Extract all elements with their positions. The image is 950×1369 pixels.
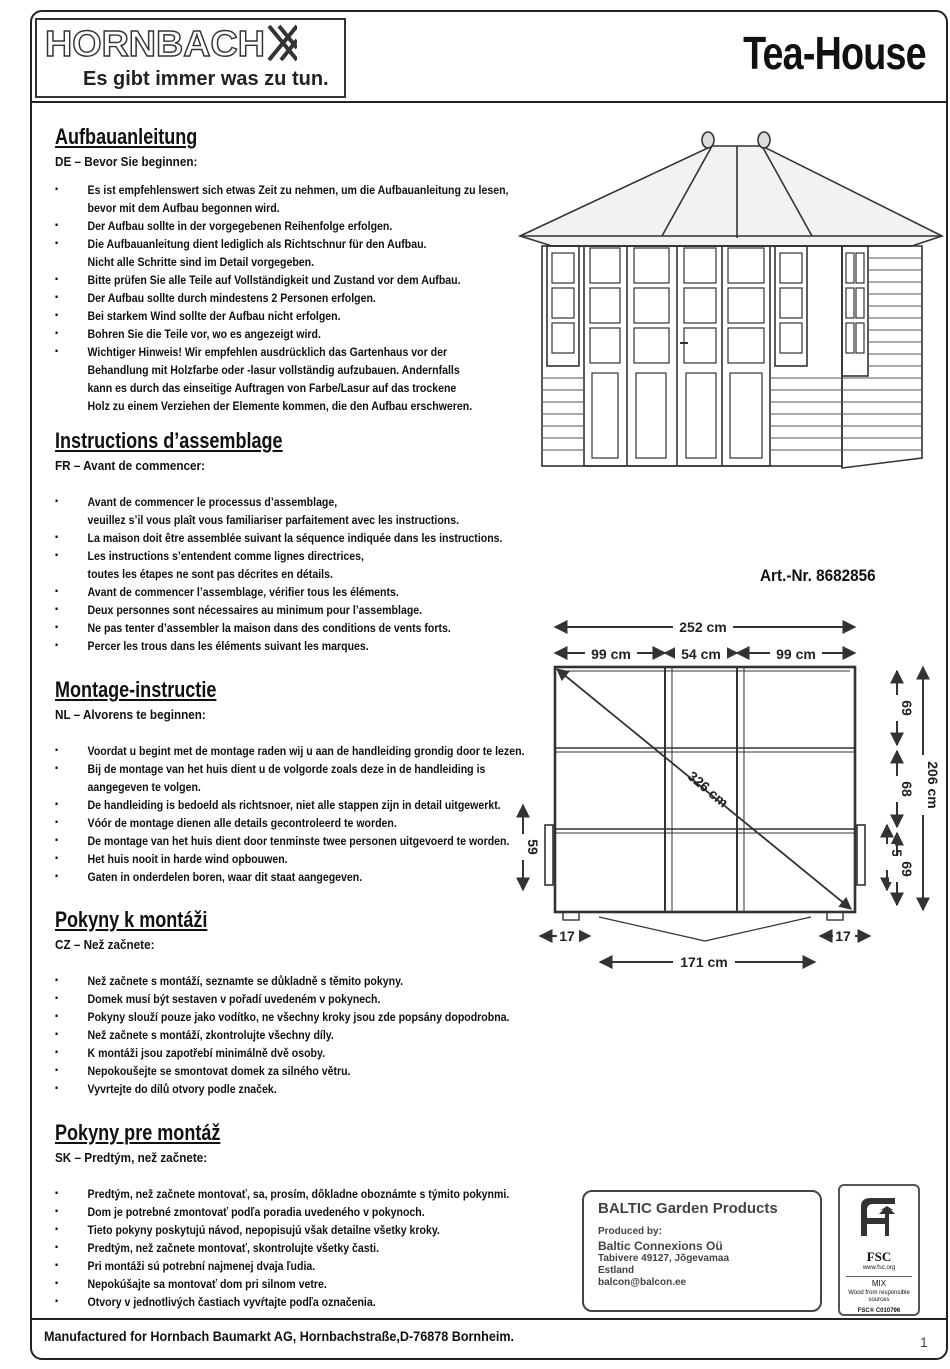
floor-plan-diagram — [515, 605, 945, 977]
fsc-label: FSC — [866, 1249, 892, 1264]
list-item: Nicht alle Schritte sind im Detail vorgegeben. — [87, 255, 315, 269]
section-cz — [55, 907, 525, 1098]
list-item: ▪ Vóór de montage dienen alle details gecontroleerd te worden. — [55, 814, 469, 832]
list-item: ▪ Pri montáži sú potrební najmenej dvaja ľudia. — [55, 1257, 469, 1275]
list-item: ▪ Avant de commencer l’assemblage, vérifier tous les éléments. — [55, 583, 469, 601]
list-item: aangegeven te volgen. — [87, 780, 201, 794]
section-subtitle: FR – Avant de commencer: — [55, 458, 205, 473]
brand-text: HORNBACH — [45, 24, 265, 62]
instruction-list — [55, 972, 525, 1098]
door-width-label: 171 cm — [680, 954, 728, 970]
section-nl — [55, 677, 525, 886]
section-heading: Montage-instructie — [55, 677, 217, 702]
article-number: Art.-Nr. 8682856 — [760, 566, 876, 585]
list-item: bevor mit dem Aufbau begonnen wird. — [87, 201, 280, 215]
producer-title: BALTIC Garden Products — [598, 1200, 778, 1217]
list-item: ▪ Než začnete s montáží, zkontrolujte všechny díly. — [55, 1026, 469, 1044]
list-item: ▪ K montáži jsou zapotřebí minimálně dvě osoby. — [55, 1044, 469, 1062]
produced-by-label: Produced by: — [598, 1226, 662, 1237]
list-item: ▪ Deux personnes sont nécessaires au minimum pour l’assemblage. — [55, 601, 469, 619]
list-item: veuillez s’il vous plaît vous familiariser parfaitement avec les instructions. — [87, 513, 460, 527]
producer-box — [582, 1190, 822, 1312]
list-item: ▪ Ne pas tenter d’assembler la maison dans des conditions de vents forts. — [55, 619, 469, 637]
section-heading: Aufbauanleitung — [55, 124, 198, 149]
producer-company: Baltic Connexions Oü — [598, 1239, 723, 1253]
slogan: Es gibt immer was zu tun. — [83, 68, 329, 90]
diagonal-label: 326 cm — [684, 767, 732, 811]
list-item: ▪ Domek musí být sestaven v pořadí uvedeném v pokynech. — [55, 990, 469, 1008]
total-width-label: 252 cm — [679, 619, 727, 635]
instruction-list — [55, 181, 525, 415]
right-width-label: 99 cm — [776, 646, 816, 662]
section-sk — [55, 1120, 525, 1311]
list-item: ▪ Predtým, než začnete montovať, sa, prosím, dôkladne oboznámte s týmito pokynmi. — [55, 1185, 469, 1203]
depth-label: 206 cm — [925, 761, 941, 809]
list-item: ▪ Avant de commencer le processus d’assemblage, — [55, 493, 469, 511]
list-item: ▪ Pokyny slouží pouze jako vodítko, ne všechny kroky jsou zde popsány dopodrobna. — [55, 1008, 469, 1026]
section-subtitle: NL – Alvorens te beginnen: — [55, 707, 206, 722]
middle-width-label: 54 cm — [681, 646, 721, 662]
list-item: ▪ Otvory v jednotlivých častiach vyvŕtajte podľa označenia. — [55, 1293, 469, 1311]
section-heading: Instructions d’assemblage — [55, 428, 283, 453]
list-item: ▪ De montage van het huis dient door tenminste twee personen uitgevoerd te worden. — [55, 832, 469, 850]
document-title: Tea-House — [743, 27, 926, 79]
segment-top-label: 69 — [899, 700, 915, 716]
section-heading: Pokyny k montáži — [55, 907, 208, 932]
list-item: ▪ Percer les trous dans les éléments suivant les marques. — [55, 637, 469, 655]
list-item: ▪ Es ist empfehlenswert sich etwas Zeit zu nehmen, um die Aufbauanleitung zu lesen, — [55, 181, 469, 199]
fsc-certification — [838, 1184, 920, 1316]
list-item: ▪ Het huis nooit in harde wind opbouwen. — [55, 850, 469, 868]
list-item: Behandlung mit Holzfarbe oder -lasur vollständig aufzubauen. Andernfalls — [87, 363, 460, 377]
fsc-mix: MIX — [871, 1279, 887, 1288]
footer-divider — [32, 1318, 946, 1320]
list-item: ▪ Wichtiger Hinweis! Wir empfehlen ausdrücklich das Gartenhaus vor der — [55, 343, 469, 361]
instruction-list — [55, 742, 525, 886]
list-item: ▪ Der Aufbau sollte in der vorgegebenen Reihenfolge erfolgen. — [55, 217, 469, 235]
fsc-tree-icon — [851, 1192, 907, 1244]
footer-text: Manufactured for Hornbach Baumarkt AG, Hornbachstraße,D-76878 Bornheim. — [44, 1328, 515, 1344]
list-item: ▪ Bij de montage van het huis dient u de volgorde zoals deze in de handleiding is — [55, 760, 469, 778]
list-item: ▪ Bohren Sie die Teile vor, wo es angezeigt wird. — [55, 325, 469, 343]
list-item: kann es durch das einseitige Auftragen von Farbe/Lasur auf das trockene — [87, 381, 457, 395]
segment-bottom-label: 69 — [899, 861, 915, 877]
left-side-label: 59 — [525, 839, 541, 855]
list-item: ▪ La maison doit être assemblée suivant la séquence indiquée dans les instructions. — [55, 529, 469, 547]
list-item: toutes les étapes ne sont pas décrites en détails. — [87, 567, 333, 581]
list-item: ▪ Bitte prüfen Sie alle Teile auf Vollständigkeit und Zustand vor dem Aufbau. — [55, 271, 469, 289]
list-item: ▪ Než začnete s montáží, seznamte se důkladně s těmito pokyny. — [55, 972, 469, 990]
instruction-list — [55, 1185, 525, 1311]
fsc-code: FSC® C010796 — [857, 1308, 901, 1314]
list-item: ▪ Vyvrtejte do dílů otvory podle značek. — [55, 1080, 469, 1098]
list-item: ▪ Der Aufbau sollte durch mindestens 2 Personen erfolgen. — [55, 289, 469, 307]
hornbach-wordmark — [41, 24, 297, 62]
page-number: 1 — [920, 1334, 928, 1350]
list-item: ▪ Gaten in onderdelen boren, waar dit staat aangegeven. — [55, 868, 469, 886]
tea-house-illustration — [512, 128, 946, 498]
section-subtitle: DE – Bevor Sie beginnen: — [55, 154, 198, 169]
section-heading: Pokyny pre montáž — [55, 1120, 221, 1145]
list-item: ▪ Die Aufbauanleitung dient lediglich als Richtschnur für den Aufbau. — [55, 235, 469, 253]
list-item: ▪ Voordat u begint met de montage raden wij u aan de handleiding grondig door te lezen. — [55, 742, 469, 760]
list-item: ▪ De handleiding is bedoeld als richtsnoer, niet alle stappen zijn in detail uitgewerkt. — [55, 796, 469, 814]
section-fr — [55, 428, 525, 655]
fsc-text: Wood from responsible sources — [848, 1290, 910, 1303]
list-item: ▪ Nepokúšajte sa montovať dom pri silnom vetre. — [55, 1275, 469, 1293]
hornbach-logo — [35, 18, 346, 98]
section-subtitle: SK – Predtým, než začnete: — [55, 1150, 208, 1165]
producer-country: Estland — [598, 1265, 635, 1276]
segment-mid-label: 68 — [899, 781, 915, 797]
step-right-label: 17 — [835, 928, 851, 944]
left-width-label: 99 cm — [591, 646, 631, 662]
header-divider — [32, 101, 946, 103]
producer-address: Tabivere 49127, Jõgevamaa — [598, 1253, 730, 1264]
step-left-label: 17 — [559, 928, 575, 944]
producer-email: balcon@balcon.ee — [598, 1277, 687, 1288]
section-de — [55, 124, 525, 415]
instruction-list — [55, 493, 525, 655]
list-item: ▪ Tieto pokyny poskytujú návod, nepopisujú však detailne všetky kroky. — [55, 1221, 469, 1239]
list-item: ▪ Dom je potrebné zmontovať podľa poradia uvedeného v pokynoch. — [55, 1203, 469, 1221]
list-item: ▪ Predtým, než začnete montovať, skontrolujte všetky časti. — [55, 1239, 469, 1257]
section-subtitle: CZ – Než začnete: — [55, 937, 155, 952]
list-item: Holz zu einem Verziehen der Elemente kommen, die den Aufbau erschweren. — [87, 399, 473, 413]
list-item: ▪ Bei starkem Wind sollte der Aufbau nicht erfolgen. — [55, 307, 469, 325]
list-item: ▪ Les instructions s’entendent comme lignes directrices, — [55, 547, 469, 565]
list-item: ▪ Nepokoušejte se smontovat domek za silného větru. — [55, 1062, 469, 1080]
fsc-site: www.fsc.org — [862, 1265, 896, 1271]
